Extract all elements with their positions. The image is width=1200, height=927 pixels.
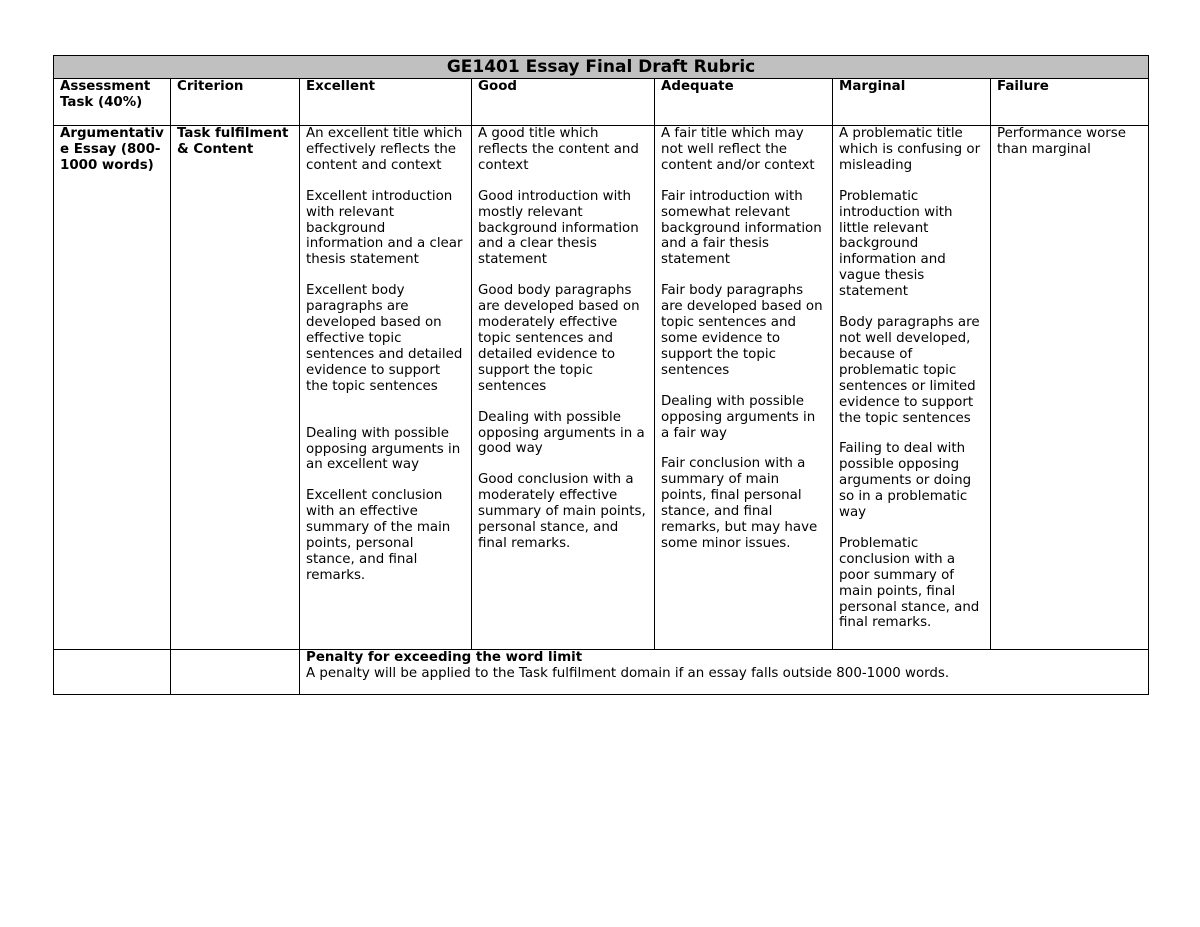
- marginal-cell: [833, 126, 991, 650]
- marginal-body: Body paragraphs are not well developed, because of problematic topic sentences or limited evidence to support the topic sentences: [839, 315, 980, 426]
- penalty-heading: Penalty for exceeding the word limit: [306, 650, 583, 665]
- adequate-cell: [655, 126, 833, 650]
- marginal-conclusion: Problematic conclusion with a poor summary of main points, final personal stance, and final remarks.: [839, 535, 980, 631]
- penalty-text: A penalty will be applied to the Task fulfilment domain if an essay falls outside 800-1000 words.: [306, 665, 950, 681]
- adequate-title: A fair title which may not well reflect the content and/or context: [661, 126, 815, 173]
- excellent-introduction: Excellent introduction with relevant background information and a clear thesis statement: [306, 188, 463, 268]
- header-adequate: Adequate: [655, 79, 833, 126]
- adequate-opposing: Dealing with possible opposing arguments in a fair way: [661, 393, 816, 441]
- excellent-opposing: Dealing with possible opposing arguments in an excellent way: [306, 425, 461, 473]
- good-cell: [472, 126, 655, 650]
- marginal-title: A problematic title which is confusing or misleading: [839, 126, 981, 173]
- header-failure: Failure: [991, 79, 1149, 126]
- adequate-conclusion: Fair conclusion with a summary of main points, final personal stance, and final remarks, but may have some minor issues.: [661, 456, 818, 551]
- penalty-empty-2: [171, 650, 300, 695]
- header-assessment: Assessment Task (40%): [54, 79, 171, 126]
- penalty-row: [54, 650, 1149, 695]
- header-good: Good: [472, 79, 655, 126]
- marginal-opposing: Failing to deal with possible opposing arguments or doing so in a problematic way: [839, 441, 972, 521]
- adequate-introduction: Fair introduction with somewhat relevant background information and a fair thesis statement: [661, 188, 822, 268]
- adequate-body: Fair body paragraphs are developed based on topic sentences and some evidence to support the topic sentences: [661, 283, 823, 378]
- good-body: Good body paragraphs are developed based on moderately effective topic sentences and detailed evidence to support the topic sentences: [478, 283, 640, 394]
- good-opposing: Dealing with possible opposing arguments in a good way: [478, 409, 645, 457]
- good-conclusion: Good conclusion with a moderately effective summary of main points, personal stance, and final remarks.: [478, 472, 646, 551]
- header-excellent: Excellent: [300, 79, 472, 126]
- header-row: [54, 79, 1149, 126]
- rubric-table: [53, 55, 1149, 695]
- excellent-title: An excellent title which effectively reflects the content and context: [306, 126, 463, 173]
- criterion-cell: Task fulfilment & Content: [171, 126, 300, 650]
- marginal-introduction: Problematic introduction with little relevant background information and vague thesis statement: [839, 188, 953, 300]
- failure-cell: Performance worse than marginal: [991, 126, 1149, 650]
- penalty-cell: [300, 650, 1149, 695]
- content-row: [54, 126, 1149, 650]
- header-criterion: Criterion: [171, 79, 300, 126]
- header-marginal: Marginal: [833, 79, 991, 126]
- excellent-body: Excellent body paragraphs are developed based on effective topic sentences and detailed evidence to support the topic sentences: [306, 283, 463, 394]
- excellent-cell: [300, 126, 472, 650]
- good-introduction: Good introduction with mostly relevant background information and a clear thesis statement: [478, 188, 639, 268]
- excellent-conclusion: Excellent conclusion with an effective summary of the main points, personal stance, and final remarks.: [306, 488, 451, 583]
- penalty-empty-1: [54, 650, 171, 695]
- rubric-title: GE1401 Essay Final Draft Rubric: [54, 56, 1149, 79]
- good-title: A good title which reflects the content and context: [478, 126, 639, 173]
- assessment-task-cell: Argumentative Essay (800-1000 words): [54, 126, 171, 650]
